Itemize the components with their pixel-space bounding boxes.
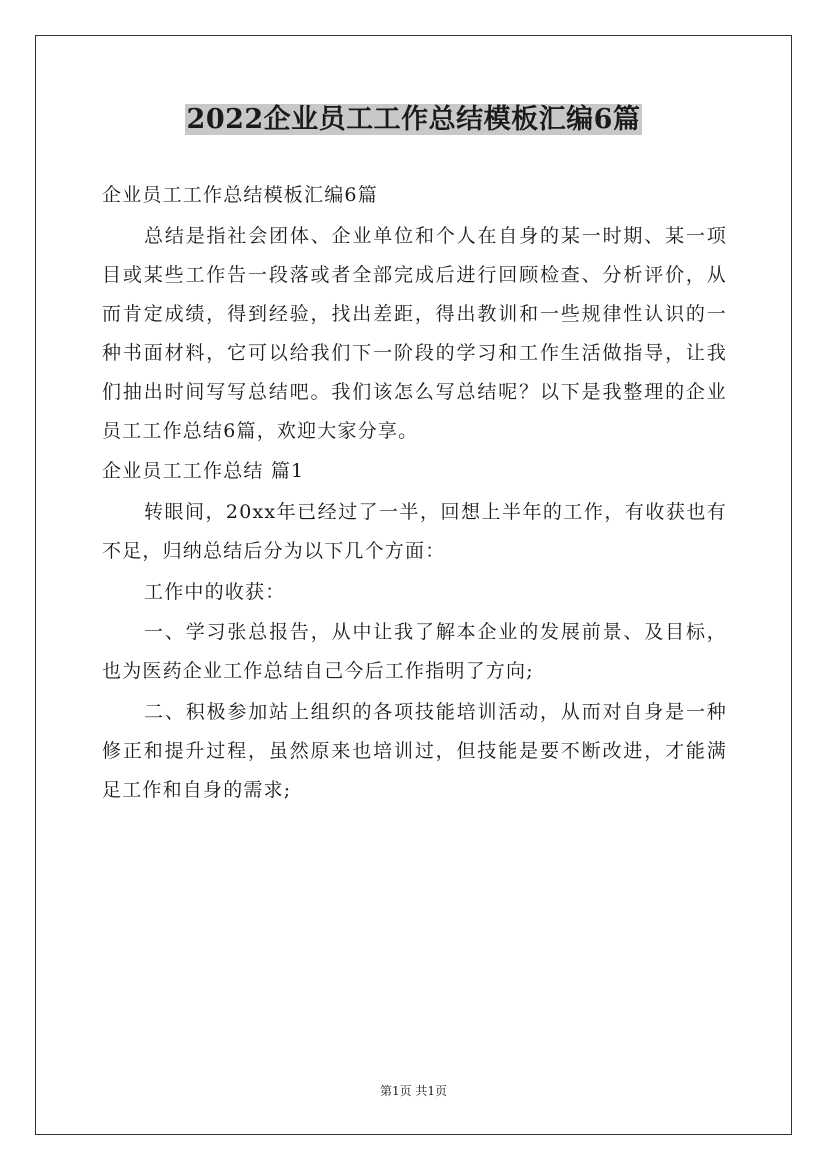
paragraph-3: 转眼间，20xx年已经过了一半，回想上半年的工作，有收获也有不足，归纳总结后分为以下几个方面： [102,501,727,563]
paragraph-4: 工作中的收获： [144,580,286,603]
page-number: 第1页 共1页 [379,1084,448,1098]
document-title-text: 2022企业员工工作总结模板汇编6篇 [186,104,641,135]
paragraph-1: 总结是指社会团体、企业单位和个人在自身的某一时期、某一项目或某些工作告一段落或者全部完成后进行回顾检查、分析评价，从而肯定成绩，得到经验，找出差距，得出教训和一些规律性认识的一种书面材料，它可以给我们下一阶段的学习和工作生活做指导，让我们抽出时间写写总结吧。我们该怎么写总结呢？以下是我整理的企业员工工作总结6篇，欢迎大家分享。 [102,224,727,442]
paragraph-5: 一、学习张总报告，从中让我了解本企业的发展前景、及目标，也为医药企业工作总结自己今后工作指明了方向; [102,621,727,683]
paragraph-6: 二、积极参加站上组织的各项技能培训活动，从而对自身是一种修正和提升过程，虽然原来也培训过，但技能是要不断改进，才能满足工作和自身的需求; [102,701,727,802]
document-body [102,176,727,812]
paragraph-2: 企业员工工作总结 篇1 [102,460,305,483]
paragraph-0: 企业员工工作总结模板汇编6篇 [102,184,378,206]
document-title [0,100,827,140]
page-footer [0,1082,827,1099]
